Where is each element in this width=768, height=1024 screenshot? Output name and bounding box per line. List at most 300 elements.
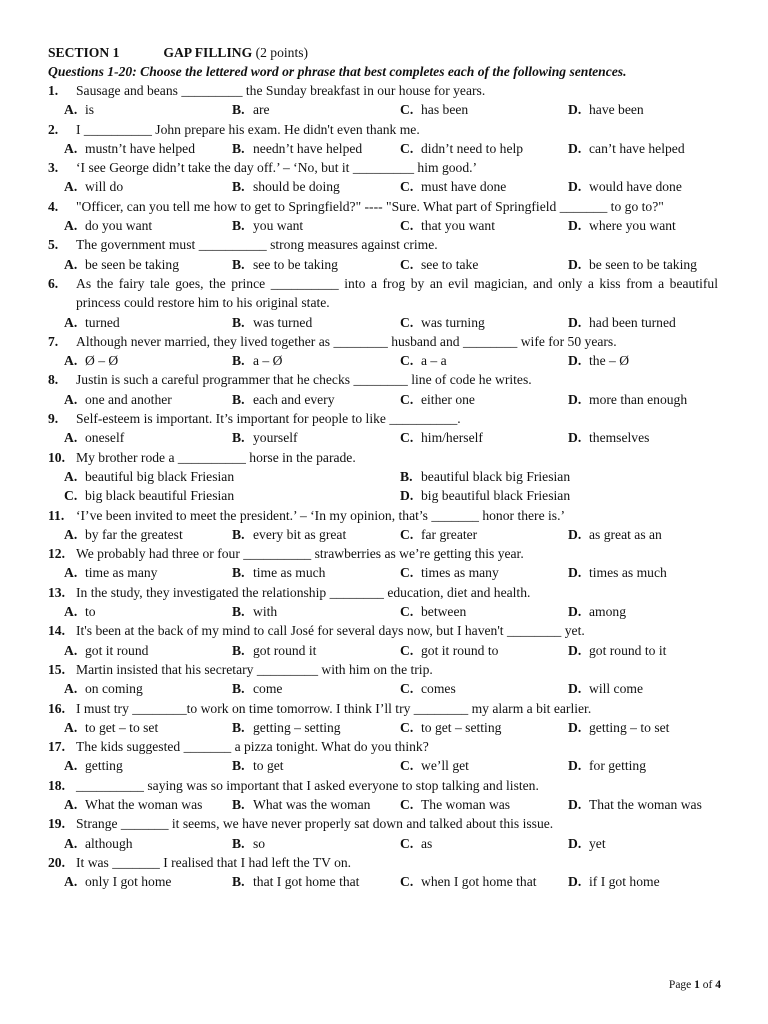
option-text: got round it (253, 642, 317, 658)
question-stem (48, 235, 718, 254)
answer-options (48, 834, 718, 853)
answer-option[interactable] (400, 390, 568, 409)
answer-option[interactable] (400, 139, 568, 158)
answer-options (48, 872, 718, 891)
option-letter: B. (232, 314, 245, 330)
question-stem (48, 853, 718, 872)
option-text: themselves (589, 430, 650, 446)
answer-option[interactable] (400, 641, 568, 660)
question (48, 544, 718, 583)
question-stem (48, 81, 718, 100)
option-text: see to be taking (253, 256, 338, 272)
answer-option[interactable] (64, 718, 232, 737)
option-text: The woman was (421, 796, 511, 812)
question-number: 18. (48, 777, 65, 793)
option-text: although (85, 835, 133, 851)
option-letter: B. (400, 468, 413, 484)
question (48, 737, 718, 776)
option-letter: A. (64, 526, 78, 542)
option-letter: D. (568, 430, 582, 446)
option-letter: C. (400, 758, 414, 774)
answer-option[interactable] (400, 679, 568, 698)
option-letter: A. (64, 468, 78, 484)
question (48, 853, 718, 892)
exam-page (48, 43, 718, 891)
question-text: Although never married, they lived together as ________ husband and ________ wife for 50 years. (76, 333, 617, 349)
answer-option[interactable] (568, 428, 734, 447)
option-text: you want (253, 218, 304, 234)
option-letter: A. (64, 179, 78, 195)
question-number: 3. (48, 160, 59, 176)
option-text: yet (589, 835, 606, 851)
answer-option[interactable] (568, 563, 734, 582)
option-text: got round to it (589, 642, 667, 658)
answer-option[interactable] (232, 177, 400, 196)
question-number: 19. (48, 816, 65, 832)
answer-option[interactable] (64, 255, 232, 274)
option-text: be seen be taking (85, 256, 179, 272)
answer-option[interactable] (568, 351, 734, 370)
question (48, 81, 718, 120)
question-number: 15. (48, 661, 65, 677)
answer-option[interactable] (568, 313, 734, 332)
question-number: 4. (48, 198, 59, 214)
option-letter: A. (64, 102, 78, 118)
question-stem (48, 660, 718, 679)
option-letter: B. (232, 719, 245, 735)
question-stem (48, 544, 718, 563)
option-text: if I got home (589, 874, 660, 890)
question (48, 699, 718, 738)
option-letter: C. (400, 102, 414, 118)
answer-option[interactable] (232, 313, 400, 332)
answer-option[interactable] (568, 139, 734, 158)
answer-option[interactable] (568, 641, 734, 660)
answer-option[interactable] (232, 255, 400, 274)
answer-options (48, 100, 718, 119)
option-text: him/herself (421, 430, 483, 446)
answer-option[interactable] (64, 872, 232, 891)
option-text: will do (85, 179, 124, 195)
question-text: "Officer, can you tell me how to get to Springfield?" ---- "Sure. What part of Springfield _______ to go to?" (76, 198, 664, 214)
option-letter: C. (400, 796, 414, 812)
option-letter: C. (400, 835, 414, 851)
answer-option[interactable] (232, 139, 400, 158)
option-text: yourself (253, 430, 298, 446)
answer-option[interactable] (232, 834, 400, 853)
answer-option[interactable] (568, 834, 734, 853)
option-text: when I got home that (421, 874, 537, 890)
option-text: That the woman was (589, 796, 702, 812)
question-number: 11. (48, 507, 65, 523)
answer-options (48, 255, 718, 274)
answer-option[interactable] (568, 718, 734, 737)
option-letter: D. (568, 758, 582, 774)
option-text: times as much (589, 565, 667, 581)
instructions: Questions 1-20: Choose the lettered word or phrase that best completes each of the following sentences. (48, 64, 627, 79)
answer-options (48, 216, 718, 235)
answer-option[interactable] (232, 602, 400, 621)
page-word: Page (668, 979, 692, 991)
question (48, 120, 718, 159)
option-text: a – Ø (253, 353, 283, 369)
option-letter: C. (64, 488, 78, 504)
answer-option[interactable] (64, 834, 232, 853)
option-text: would have done (589, 179, 682, 195)
option-text: that I got home that (253, 874, 360, 890)
option-letter: C. (400, 719, 414, 735)
option-letter: C. (400, 218, 414, 234)
option-text: turned (85, 314, 120, 330)
question-text: In the study, they investigated the relationship ________ education, diet and health. (76, 584, 531, 600)
question-stem (48, 158, 718, 177)
question-text: ‘I see George didn’t take the day off.’ – ‘No, but it _________ him good.’ (76, 160, 478, 176)
option-letter: D. (568, 314, 582, 330)
question-stem (48, 621, 718, 640)
option-text: either one (421, 391, 475, 407)
answer-option[interactable] (568, 255, 734, 274)
answer-option[interactable] (64, 795, 232, 814)
answer-option[interactable] (400, 255, 568, 274)
answer-option[interactable] (568, 216, 734, 235)
answer-option[interactable] (232, 641, 400, 660)
option-text: has been (421, 102, 469, 118)
option-letter: D. (568, 796, 582, 812)
option-text: got it round (85, 642, 149, 658)
answer-option[interactable] (568, 756, 734, 775)
answer-options (48, 756, 718, 775)
question (48, 621, 718, 660)
option-letter: D. (568, 642, 582, 658)
option-text: Ø – Ø (85, 353, 119, 369)
option-text: will come (589, 681, 643, 697)
answer-option[interactable] (64, 563, 232, 582)
option-letter: B. (232, 256, 245, 272)
option-letter: A. (64, 835, 78, 851)
question (48, 506, 718, 545)
question (48, 158, 718, 197)
option-letter: D. (568, 218, 582, 234)
option-letter: B. (232, 218, 245, 234)
answer-option[interactable] (400, 795, 568, 814)
answer-option[interactable] (400, 718, 568, 737)
answer-option[interactable] (64, 177, 232, 196)
answer-option[interactable] (232, 563, 400, 582)
answer-option[interactable] (232, 525, 400, 544)
option-letter: A. (64, 796, 78, 812)
answer-options (48, 641, 718, 660)
option-letter: B. (232, 353, 245, 369)
option-text: only I got home (85, 874, 172, 890)
option-letter: D. (568, 565, 582, 581)
option-text: one and another (85, 391, 172, 407)
option-text: beautiful black big Friesian (421, 468, 571, 484)
option-letter: C. (400, 565, 414, 581)
answer-option[interactable] (400, 177, 568, 196)
option-letter: B. (232, 179, 245, 195)
option-letter: D. (568, 835, 582, 851)
option-letter: D. (568, 353, 582, 369)
question-text: Strange _______ it seems, we have never properly sat down and talked about this issue. (76, 816, 554, 832)
answer-option[interactable] (400, 834, 568, 853)
answer-option[interactable] (568, 525, 734, 544)
option-text: getting – setting (253, 719, 341, 735)
question-stem (48, 506, 718, 525)
answer-options (48, 313, 718, 332)
option-letter: C. (400, 874, 414, 890)
option-text: What the woman was (85, 796, 203, 812)
answer-option[interactable] (64, 100, 232, 119)
answer-option[interactable] (232, 100, 400, 119)
answer-option[interactable] (232, 756, 400, 775)
option-text: should be doing (253, 179, 340, 195)
question-number: 12. (48, 546, 65, 562)
answer-option[interactable] (64, 756, 232, 775)
option-letter: C. (400, 604, 414, 620)
question-number: 14. (48, 623, 65, 639)
option-letter: D. (568, 391, 582, 407)
answer-option[interactable] (400, 351, 568, 370)
option-letter: C. (400, 391, 414, 407)
option-letter: B. (232, 102, 245, 118)
answer-options (48, 428, 718, 447)
question-number: 13. (48, 584, 65, 600)
answer-option[interactable] (232, 872, 400, 891)
option-text: getting (85, 758, 123, 774)
question-text: Justin is such a careful programmer that he checks ________ line of code he writes. (76, 372, 532, 388)
question (48, 660, 718, 699)
question-stem (48, 332, 718, 351)
option-letter: D. (568, 256, 582, 272)
option-letter: B. (232, 430, 245, 446)
option-letter: A. (64, 353, 78, 369)
section-header (48, 43, 718, 62)
answer-options (48, 139, 718, 158)
answer-option[interactable] (232, 390, 400, 409)
question-stem (48, 776, 718, 795)
answer-options (48, 718, 718, 737)
option-letter: C. (400, 526, 414, 542)
answer-option[interactable] (64, 486, 400, 505)
option-letter: C. (400, 642, 414, 658)
answer-options (48, 525, 718, 544)
answer-option[interactable] (400, 756, 568, 775)
answer-option[interactable] (400, 525, 568, 544)
answer-option[interactable] (232, 216, 400, 235)
question-stem (48, 274, 718, 313)
answer-option[interactable] (400, 872, 568, 891)
option-letter: C. (400, 430, 414, 446)
question-stem (48, 409, 718, 428)
option-letter: D. (568, 102, 582, 118)
option-letter: B. (232, 796, 245, 812)
answer-option[interactable] (400, 216, 568, 235)
option-text: each and every (253, 391, 335, 407)
option-text: What was the woman (253, 796, 371, 812)
answer-option[interactable] (232, 351, 400, 370)
question-text: The kids suggested _______ a pizza tonight. What do you think? (76, 739, 429, 755)
answer-option[interactable] (400, 428, 568, 447)
question-number: 17. (48, 739, 65, 755)
answer-option[interactable] (568, 100, 734, 119)
option-letter: B. (232, 526, 245, 542)
option-text: big beautiful black Friesian (421, 488, 571, 504)
answer-option[interactable] (232, 679, 400, 698)
answer-option[interactable] (568, 872, 734, 891)
option-text: to get – setting (421, 719, 502, 735)
option-text: to get – to set (85, 719, 159, 735)
question-text: Self-esteem is important. It’s important for people to like __________. (76, 411, 461, 427)
option-letter: B. (232, 642, 245, 658)
answer-option[interactable] (64, 467, 400, 486)
answer-option[interactable] (568, 795, 734, 814)
question-stem (48, 737, 718, 756)
question-text: The government must __________ strong measures against crime. (76, 237, 438, 253)
option-letter: C. (400, 681, 414, 697)
answer-option[interactable] (64, 641, 232, 660)
question-list (48, 81, 718, 891)
question-number: 8. (48, 372, 59, 388)
question-number: 1. (48, 83, 59, 98)
option-letter: A. (64, 604, 78, 620)
option-text: come (253, 681, 283, 697)
answer-option[interactable] (568, 679, 734, 698)
question-stem (48, 699, 718, 718)
option-text: have been (589, 102, 644, 118)
option-text: every bit as great (253, 526, 347, 542)
question (48, 332, 718, 371)
option-text: that you want (421, 218, 495, 234)
option-text: beautiful big black Friesian (85, 468, 235, 484)
option-text: be seen to be taking (589, 256, 697, 272)
answer-option[interactable] (400, 467, 734, 486)
option-text: between (421, 604, 467, 620)
option-text: by far the greatest (85, 526, 183, 542)
option-text: a – a (421, 353, 447, 369)
option-letter: B. (232, 140, 245, 156)
section-title: GAP FILLING (163, 45, 253, 60)
of-word: of (702, 979, 713, 991)
question (48, 776, 718, 815)
question-stem (48, 197, 718, 216)
option-text: see to take (421, 256, 479, 272)
option-text: for getting (589, 758, 647, 774)
option-letter: A. (64, 314, 78, 330)
answer-option[interactable] (232, 795, 400, 814)
option-letter: C. (400, 140, 414, 156)
answer-option[interactable] (64, 525, 232, 544)
option-letter: A. (64, 681, 78, 697)
option-text: as (421, 835, 433, 851)
option-text: do you want (85, 218, 153, 234)
answer-option[interactable] (64, 679, 232, 698)
question-text: __________ saying was so important that I asked everyone to stop talking and listen. (76, 777, 539, 793)
question-text: As the fairy tale goes, the prince __________ into a frog by an evil magician, and only a kiss from a beautiful princess could restore him to his original state. (76, 275, 718, 311)
answer-option[interactable] (64, 313, 232, 332)
option-letter: A. (64, 565, 78, 581)
answer-option[interactable] (568, 602, 734, 621)
option-letter: B. (232, 835, 245, 851)
question-stem (48, 814, 718, 833)
answer-option[interactable] (64, 428, 232, 447)
page-total: 4 (715, 979, 721, 991)
question (48, 448, 718, 506)
option-letter: D. (568, 719, 582, 735)
question-text: We probably had three or four __________ strawberries as we’re getting this year. (76, 546, 524, 562)
answer-option[interactable] (400, 602, 568, 621)
section-points: (2 points) (255, 45, 309, 60)
option-letter: A. (64, 218, 78, 234)
question-text: I must try ________to work on time tomorrow. I think I’ll try ________ my alarm a bit earlier. (76, 700, 592, 716)
question-text: ‘I’ve been invited to meet the president.’ – ‘In my opinion, that’s _______ honor there is.’ (76, 507, 566, 523)
question-stem (48, 448, 718, 467)
option-letter: C. (400, 314, 414, 330)
option-text: comes (421, 681, 456, 697)
option-text: getting – to set (589, 719, 670, 735)
option-letter: A. (64, 256, 78, 272)
answer-option[interactable] (568, 390, 734, 409)
answer-option[interactable] (400, 100, 568, 119)
option-letter: D. (568, 526, 582, 542)
answer-option[interactable] (64, 216, 232, 235)
option-text: with (253, 604, 278, 620)
option-text: got it round to (421, 642, 499, 658)
answer-option[interactable] (64, 139, 232, 158)
question (48, 197, 718, 236)
option-letter: B. (232, 391, 245, 407)
question-number: 9. (48, 411, 59, 427)
question (48, 274, 718, 332)
option-text: so (253, 835, 266, 851)
answer-options (48, 795, 718, 814)
answer-options (48, 351, 718, 370)
question-number: 20. (48, 854, 65, 870)
option-letter: A. (64, 391, 78, 407)
question-text: Martin insisted that his secretary _________ with him on the trip. (76, 661, 433, 677)
option-text: are (253, 102, 270, 118)
answer-option[interactable] (232, 718, 400, 737)
question (48, 583, 718, 622)
answer-option[interactable] (232, 428, 400, 447)
question-text: It was _______ I realised that I had left the TV on. (76, 854, 352, 870)
answer-option[interactable] (400, 563, 568, 582)
option-text: time as many (85, 565, 158, 581)
answer-option[interactable] (64, 390, 232, 409)
option-letter: A. (64, 758, 78, 774)
option-text: times as many (421, 565, 499, 581)
section-label: SECTION 1 (48, 45, 120, 60)
option-letter: C. (400, 256, 414, 272)
answer-option[interactable] (64, 351, 232, 370)
option-letter: D. (568, 140, 582, 156)
answer-options (48, 177, 718, 196)
answer-option[interactable] (400, 486, 734, 505)
option-letter: A. (64, 430, 78, 446)
answer-options (48, 679, 718, 698)
option-text: was turned (253, 314, 313, 330)
option-letter: B. (232, 758, 245, 774)
answer-option[interactable] (400, 313, 568, 332)
option-letter: A. (64, 874, 78, 890)
option-letter: D. (568, 179, 582, 195)
answer-option[interactable] (568, 177, 734, 196)
answer-option[interactable] (64, 602, 232, 621)
question-stem (48, 120, 718, 139)
option-letter: B. (232, 874, 245, 890)
question-stem (48, 583, 718, 602)
page-number: 1 (694, 979, 700, 991)
option-text: to get (253, 758, 284, 774)
